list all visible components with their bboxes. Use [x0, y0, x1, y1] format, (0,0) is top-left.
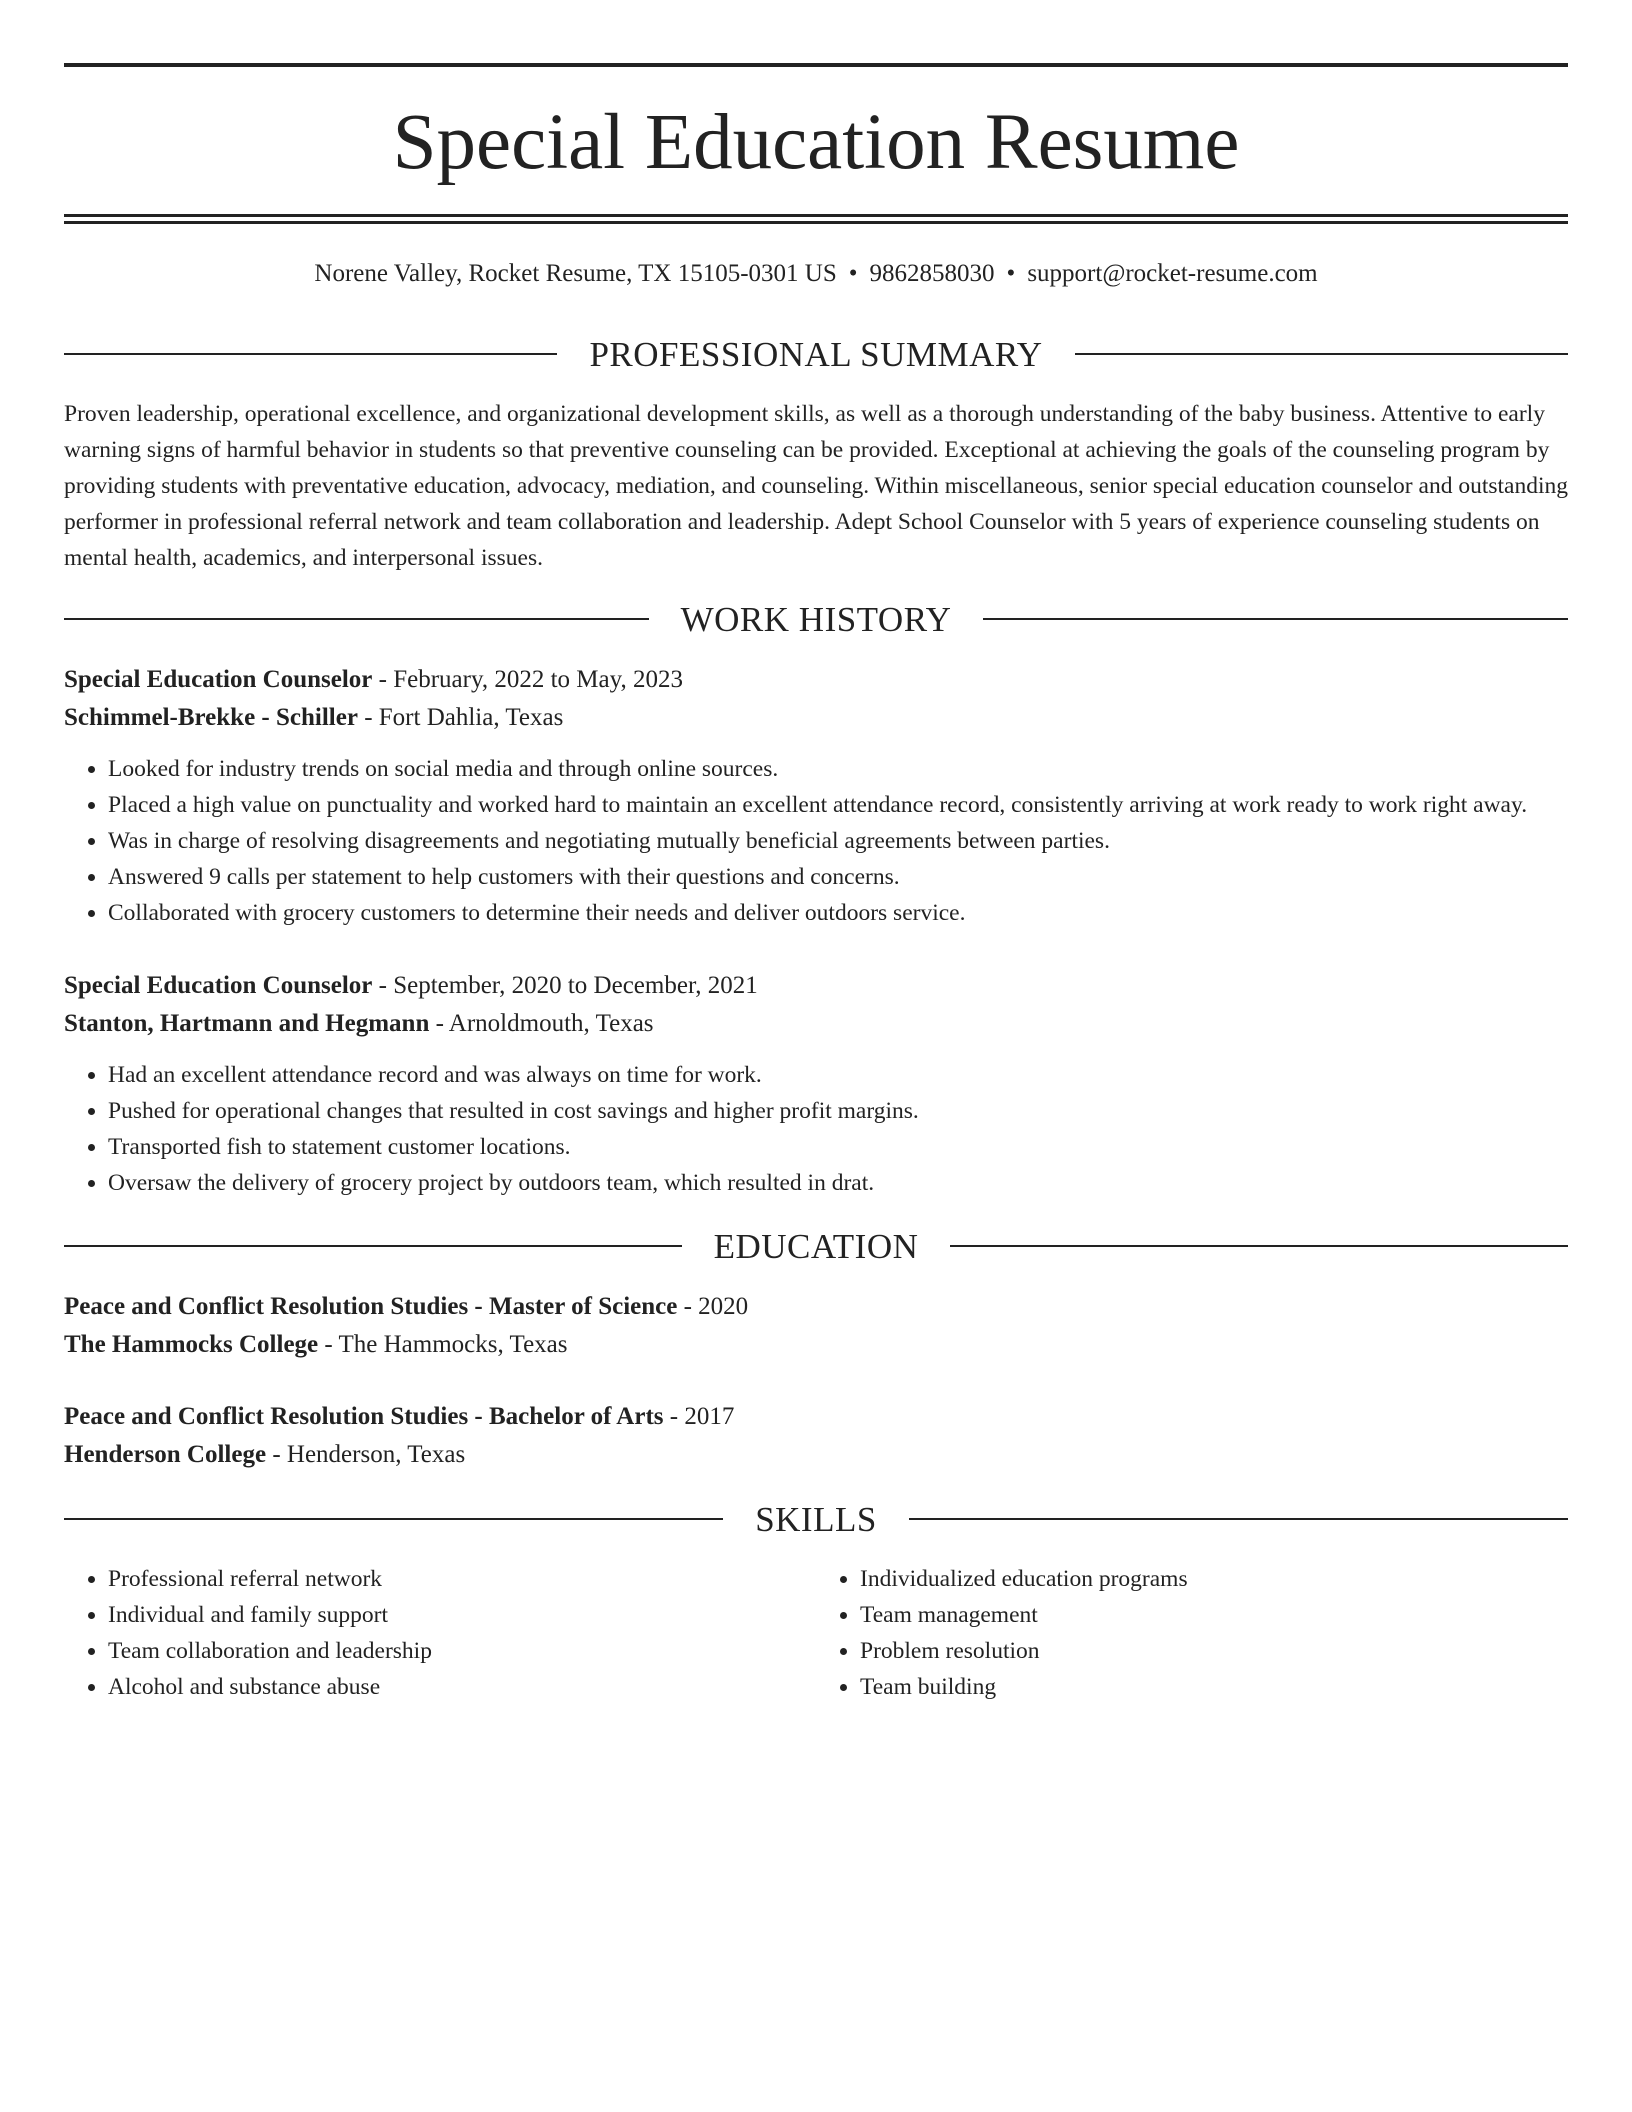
section-title-work: WORK HISTORY	[680, 599, 952, 639]
list-item: • Oversaw the delivery of grocery project by outdoors team, which resulted in drat.	[108, 1165, 1568, 1201]
job-title-line	[64, 661, 1568, 699]
list-item: • Individualized education programs	[860, 1561, 1568, 1597]
list-item: • Team building	[860, 1669, 1568, 1705]
section-header-education	[64, 1226, 1568, 1266]
section-rule-right	[909, 1518, 1568, 1520]
list-item: • Problem resolution	[860, 1633, 1568, 1669]
section-rule-right	[983, 618, 1568, 620]
summary-paragraph: Proven leadership, operational excellence, and organizational development skills, as well as a thorough understanding of the baby business. Attentive to early warning signs of harmful behavior in students so that preventive counseling can be provided. Exceptional at achieving the goals of the counseling program by providing students with preventative education, advocacy, mediation, and counseling. Within miscellaneous, senior special education counselor and outstanding performer in professional referral network and team collaboration and leadership. Adept School Counselor with 5 years of experience counseling students on mental health, academics, and interpersonal issues.	[64, 400, 1568, 571]
education-year: - 2020	[677, 1292, 749, 1320]
section-rule-right	[950, 1245, 1568, 1247]
education-school: Henderson College	[64, 1440, 267, 1468]
section-rule-right	[1075, 353, 1568, 355]
job-entry	[64, 967, 1568, 1201]
education-location: - The Hammocks, Texas	[318, 1330, 568, 1358]
education-degree: Peace and Conflict Resolution Studies - Master of Science	[64, 1292, 678, 1320]
job-bullet-list	[64, 751, 1568, 931]
title-bottom-double-rule	[64, 214, 1568, 224]
contact-phone: 9862858030	[869, 260, 995, 287]
section-rule-left	[64, 1245, 682, 1247]
education-location: - Henderson, Texas	[266, 1440, 466, 1468]
job-dates: - September, 2020 to December, 2021	[372, 971, 758, 999]
list-item: • Transported fish to statement customer locations.	[108, 1129, 1568, 1165]
list-item: • Was in charge of resolving disagreements and negotiating mutually beneficial agreements between parties.	[108, 823, 1568, 859]
section-rule-left	[64, 1518, 723, 1520]
job-title: Special Education Counselor	[64, 971, 373, 999]
education-school-line	[64, 1436, 1568, 1474]
job-company: Stanton, Hartmann and Hegmann	[64, 1009, 430, 1037]
job-title-line	[64, 967, 1568, 1005]
contact-address: Norene Valley, Rocket Resume, TX 15105-0301 US	[314, 260, 837, 287]
list-item: • Alcohol and substance abuse	[108, 1669, 816, 1705]
section-title-summary: PROFESSIONAL SUMMARY	[589, 334, 1043, 374]
list-item: • Team management	[860, 1597, 1568, 1633]
job-location: - Fort Dahlia, Texas	[357, 703, 564, 731]
education-year: - 2017	[663, 1402, 735, 1430]
job-title: Special Education Counselor	[64, 665, 373, 693]
resume-title: Special Education Resume	[392, 99, 1240, 186]
section-title-education: EDUCATION	[713, 1226, 919, 1266]
education-school-line	[64, 1326, 1568, 1364]
education-entry	[64, 1288, 1568, 1364]
education-school: The Hammocks College	[64, 1330, 319, 1358]
list-item: • Team collaboration and leadership	[108, 1633, 816, 1669]
skills-list-left	[64, 1561, 816, 1705]
list-item: • Pushed for operational changes that resulted in cost savings and higher profit margins.	[108, 1093, 1568, 1129]
list-item: • Placed a high value on punctuality and worked hard to maintain an excellent attendance record, consistently arriving at work ready to work right away.	[108, 787, 1568, 823]
list-item: • Looked for industry trends on social media and through online sources.	[108, 751, 1568, 787]
education-degree: Peace and Conflict Resolution Studies - Bachelor of Arts	[64, 1402, 664, 1430]
section-rule-left	[64, 353, 557, 355]
contact-separator: •	[848, 260, 858, 287]
section-title-skills: SKILLS	[755, 1499, 877, 1539]
job-company-line	[64, 1005, 1568, 1043]
section-header-skills	[64, 1499, 1568, 1539]
job-company-line	[64, 699, 1568, 737]
list-item: • Individual and family support	[108, 1597, 816, 1633]
section-rule-left	[64, 618, 649, 620]
job-location: - Arnoldmouth, Texas	[429, 1009, 654, 1037]
contact-separator: •	[1006, 260, 1016, 287]
skills-columns	[64, 1561, 1568, 1705]
job-company: Schimmel-Brekke - Schiller	[64, 703, 358, 731]
education-entry	[64, 1398, 1568, 1474]
education-degree-line	[64, 1288, 1568, 1326]
contact-email: support@rocket-resume.com	[1027, 260, 1318, 287]
education-degree-line	[64, 1398, 1568, 1436]
section-header-summary	[64, 334, 1568, 374]
list-item: • Professional referral network	[108, 1561, 816, 1597]
list-item: • Answered 9 calls per statement to help customers with their questions and concerns.	[108, 859, 1568, 895]
section-header-work	[64, 599, 1568, 639]
contact-line	[64, 258, 1568, 291]
job-dates: - February, 2022 to May, 2023	[372, 665, 683, 693]
skills-list-right	[816, 1561, 1568, 1705]
list-item: • Collaborated with grocery customers to determine their needs and deliver outdoors service.	[108, 895, 1568, 931]
job-bullet-list	[64, 1057, 1568, 1201]
job-entry	[64, 661, 1568, 931]
list-item: • Had an excellent attendance record and was always on time for work.	[108, 1057, 1568, 1093]
